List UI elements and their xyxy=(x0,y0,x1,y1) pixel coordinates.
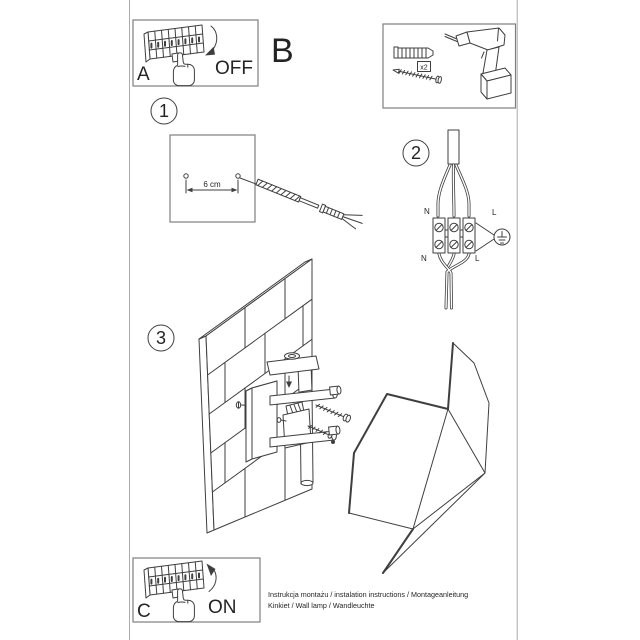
terminal-label-l-bottom: L xyxy=(475,254,480,263)
screw-head-dot xyxy=(331,440,335,444)
panel-a-letter: A xyxy=(137,64,150,85)
panel-b-letter: B xyxy=(271,32,294,70)
terminal-label-n-bottom: N xyxy=(421,254,427,263)
step-2-number: 2 xyxy=(410,143,422,163)
power-cable xyxy=(448,130,459,164)
mounting-bracket xyxy=(246,381,277,462)
wall-plug-icon xyxy=(394,47,433,58)
footer-line-1: Instrukcja montażu / instalation instructions / Montageanleitung xyxy=(268,590,469,599)
terminal-label-n-top: N xyxy=(424,207,430,216)
terminal-label-l-top: L xyxy=(492,208,497,217)
ground-symbol-icon xyxy=(494,229,510,245)
quantity-label: x2 xyxy=(420,64,428,72)
panel-c-letter: C xyxy=(137,601,151,622)
rod-end-cap-top xyxy=(330,386,342,395)
rod-end-cap-bottom xyxy=(329,426,341,435)
on-label: ON xyxy=(208,597,237,618)
step-3-number: 3 xyxy=(155,328,167,348)
step-1-number: 1 xyxy=(158,101,170,121)
dimension-label: 6 cm xyxy=(203,180,221,189)
footer-line-2: Kinkiet / Wall lamp / Wandleuchte xyxy=(268,601,375,610)
off-label: OFF xyxy=(215,58,253,79)
